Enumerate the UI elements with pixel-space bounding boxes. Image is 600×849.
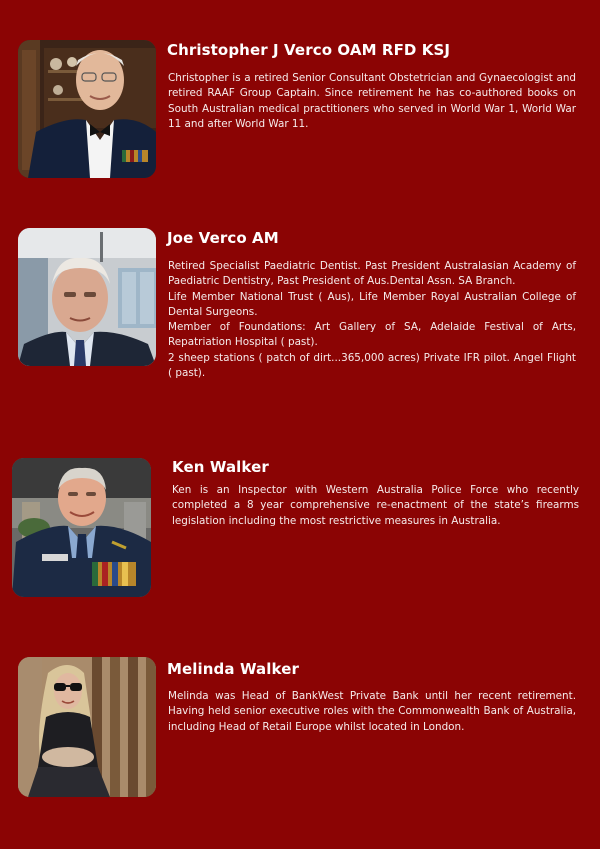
profile-bio xyxy=(168,689,576,735)
bio-paragraph: 2 sheep stations ( patch of dirt...365,000 acres) Private IFR pilot. Angel Flight ( past). xyxy=(168,351,576,380)
profile-name: Ken Walker xyxy=(172,458,269,476)
profile-photo xyxy=(18,657,156,797)
profile-name: Joe Verco AM xyxy=(167,229,279,247)
profile-bio xyxy=(172,483,579,529)
profile-photo xyxy=(18,228,156,366)
bio-paragraph: Retired Specialist Paediatric Dentist. Past President Australasian Academy of Paediatric Dentistry, Past President of Aus.Dental Assn. SA Branch. xyxy=(168,260,576,288)
bio-paragraph: Member of Foundations: Art Gallery of SA, Adelaide Festival of Arts, Repatriation Hospital ( past). xyxy=(168,321,576,349)
profile-photo xyxy=(18,40,156,178)
profile-bio xyxy=(168,259,576,381)
profile-name: Christopher J Verco OAM RFD KSJ xyxy=(167,41,451,59)
profile-bio xyxy=(168,71,576,132)
bio-paragraph: Melinda was Head of BankWest Private Bank until her recent retirement. Having held senior executive roles with the Commonwealth Bank of Australia, including Head of Retail Europe whilst located in London. xyxy=(168,690,576,733)
profile-name: Melinda Walker xyxy=(167,660,299,678)
bio-paragraph: Life Member National Trust ( Aus), Life Member Royal Australian College of Dental Surgeons. xyxy=(168,290,576,318)
bio-paragraph: Christopher is a retired Senior Consultant Obstetrician and Gynaecologist and retired RAAF Group Captain. Since retirement he has co-authored books on South Australian medical practitioners who served in World War 1, World War 11 and after World War 11. xyxy=(168,72,576,130)
bio-paragraph: Ken is an Inspector with Western Australia Police Force who recently completed a 8 year comprehensive re-enactment of the state’s firearms legislation including the most restrictive measures in Australia. xyxy=(172,484,579,527)
profile-photo xyxy=(12,458,151,597)
